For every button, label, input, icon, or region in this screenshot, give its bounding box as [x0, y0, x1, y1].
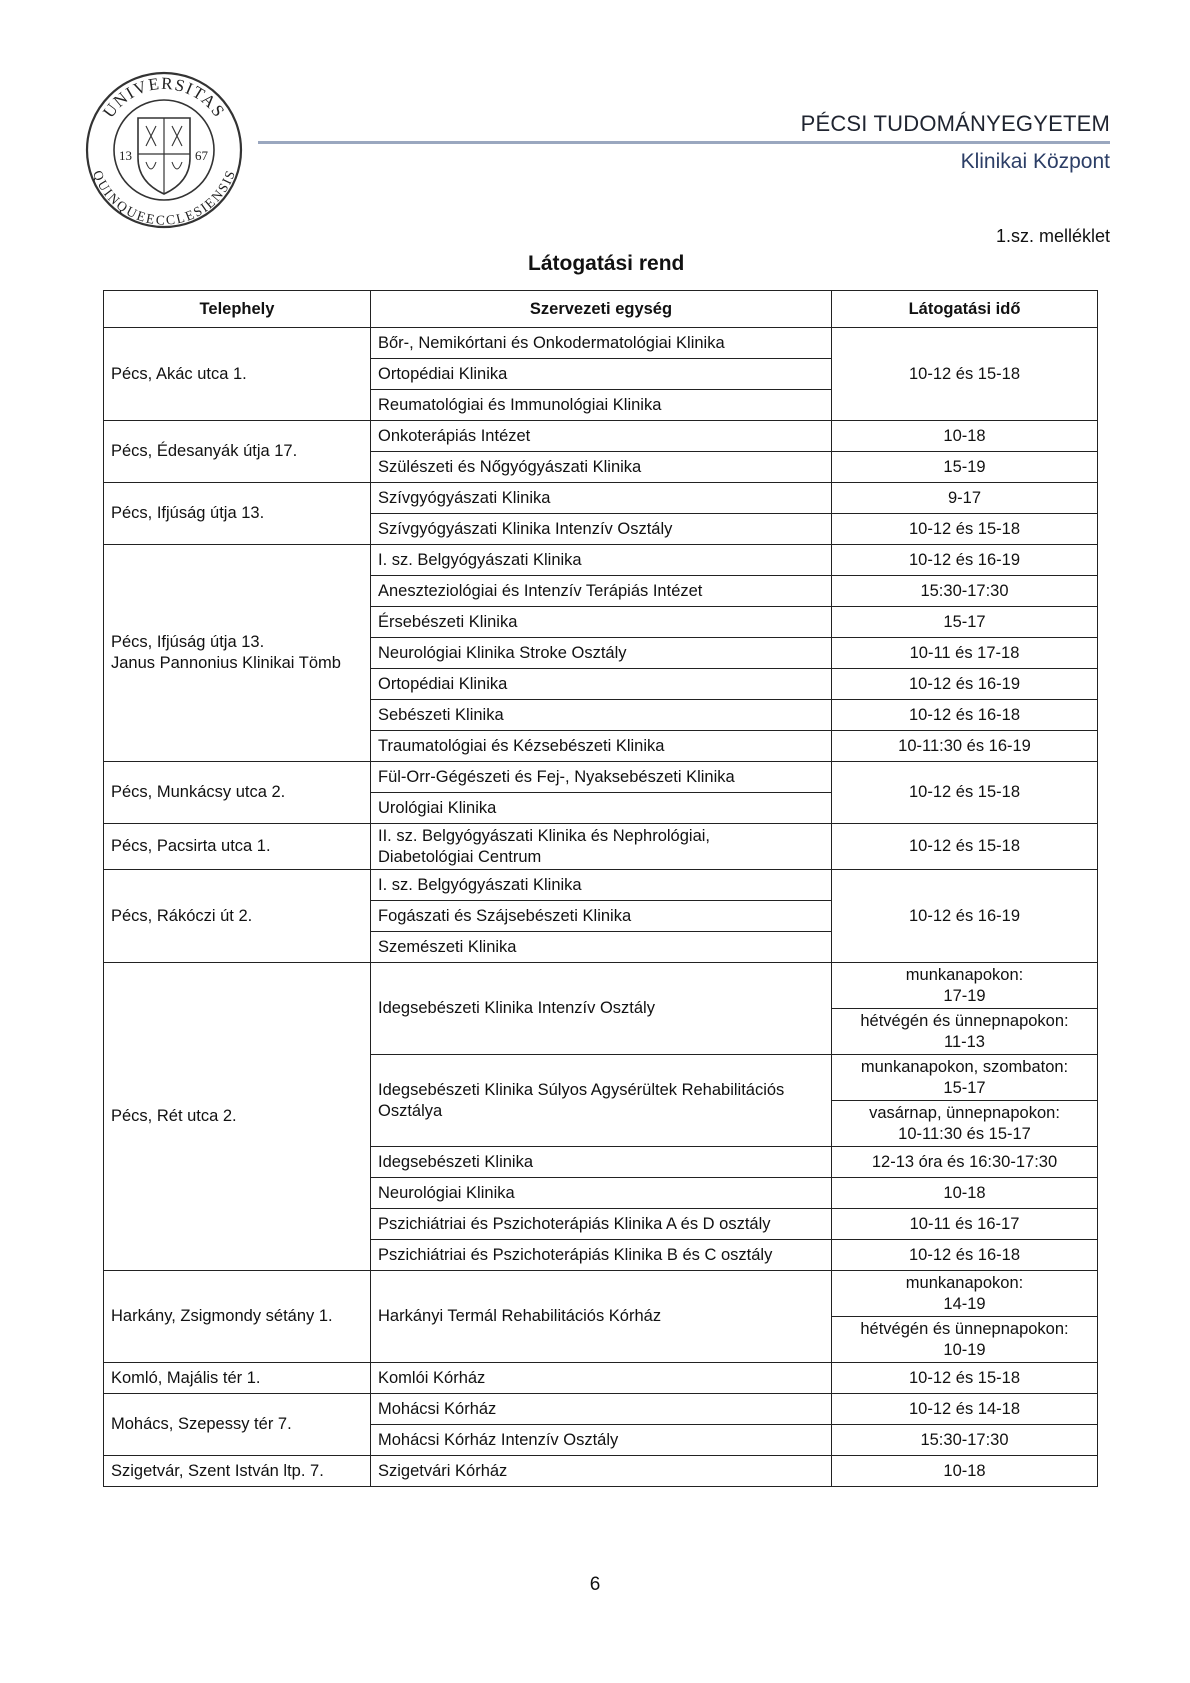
- time-line: vasárnap, ünnepnapokon:: [869, 1103, 1060, 1122]
- university-name: PÉCSI TUDOMÁNYEGYETEM: [800, 111, 1110, 136]
- table-row: [104, 870, 1098, 901]
- location-cell: Pécs, Ifjúság útja 13.: [104, 483, 371, 545]
- time-cell: 10-12 és 15-18: [832, 824, 1098, 870]
- table-row: [104, 545, 1098, 576]
- unit-cell: Neurológiai Klinika Stroke Osztály: [371, 638, 832, 669]
- column-header-time: Látogatási idő: [832, 291, 1098, 328]
- svg-text:13: 13: [119, 148, 132, 163]
- table-row: [104, 421, 1098, 452]
- unit-cell: Szülészeti és Nőgyógyászati Klinika: [371, 452, 832, 483]
- unit-cell: I. sz. Belgyógyászati Klinika: [371, 545, 832, 576]
- unit-cell: Harkányi Termál Rehabilitációs Kórház: [371, 1271, 832, 1363]
- time-cell: 12-13 óra és 16:30-17:30: [832, 1147, 1098, 1178]
- unit-cell: Idegsebészeti Klinika: [371, 1147, 832, 1178]
- unit-cell: Szívgyógyászati Klinika Intenzív Osztály: [371, 514, 832, 545]
- unit-cell: Idegsebészeti Klinika Intenzív Osztály: [371, 963, 832, 1055]
- unit-cell: Mohácsi Kórház Intenzív Osztály: [371, 1425, 832, 1456]
- unit-cell: Mohácsi Kórház: [371, 1394, 832, 1425]
- time-cell: 10-18: [832, 1456, 1098, 1487]
- unit-cell: Traumatológiai és Kézsebészeti Klinika: [371, 731, 832, 762]
- unit-cell: Komlói Kórház: [371, 1363, 832, 1394]
- location-cell: [104, 545, 371, 762]
- unit-cell: Pszichiátriai és Pszichoterápiás Klinika A és D osztály: [371, 1209, 832, 1240]
- time-cell: 10-12 és 16-19: [832, 669, 1098, 700]
- page-number: 6: [589, 1574, 601, 1595]
- center-name: Klinikai Központ: [960, 150, 1110, 173]
- time-cell: 9-17: [832, 483, 1098, 514]
- unit-cell: Reumatológiai és Immunológiai Klinika: [371, 390, 832, 421]
- location-cell: Pécs, Rákóczi út 2.: [104, 870, 371, 963]
- time-cell: [832, 1009, 1098, 1055]
- time-line: munkanapokon, szombaton:: [860, 1057, 1069, 1076]
- time-cell: 10-12 és 14-18: [832, 1394, 1098, 1425]
- unit-cell: Aneszteziológiai és Intenzív Terápiás Intézet: [371, 576, 832, 607]
- time-line: 10-11:30 és 15-17: [898, 1124, 1031, 1143]
- column-header-unit: Szervezeti egység: [371, 291, 832, 328]
- time-cell: 10-11:30 és 16-19: [832, 731, 1098, 762]
- time-cell: 15:30-17:30: [832, 1425, 1098, 1456]
- page-title: Látogatási rend: [528, 252, 685, 275]
- unit-cell: Ortopédiai Klinika: [371, 359, 832, 390]
- time-cell: [832, 1055, 1098, 1101]
- unit-cell: Neurológiai Klinika: [371, 1178, 832, 1209]
- time-cell: 15-17: [832, 607, 1098, 638]
- unit-cell: Onkoterápiás Intézet: [371, 421, 832, 452]
- table-row: [104, 1363, 1098, 1394]
- unit-cell: [371, 824, 832, 870]
- time-cell: 10-11 és 16-17: [832, 1209, 1098, 1240]
- time-cell: 10-12 és 15-18: [832, 1363, 1098, 1394]
- time-line: 15-17: [943, 1078, 986, 1097]
- time-cell: 10-11 és 17-18: [832, 638, 1098, 669]
- time-line: munkanapokon:: [905, 965, 1024, 984]
- header-divider: [258, 141, 1110, 144]
- unit-line: Osztálya: [378, 1101, 443, 1120]
- time-cell: [832, 1271, 1098, 1317]
- svg-text:UNIVERSITAS: UNIVERSITAS: [99, 73, 230, 122]
- table-row: [104, 483, 1098, 514]
- unit-cell: Urológiai Klinika: [371, 793, 832, 824]
- table-row: [104, 762, 1098, 793]
- location-line: Janus Pannonius Klinikai Tömb: [111, 654, 341, 672]
- time-cell: 10-12 és 16-18: [832, 700, 1098, 731]
- unit-cell: Szemészeti Klinika: [371, 932, 832, 963]
- time-cell: 10-12 és 15-18: [832, 514, 1098, 545]
- unit-cell: Sebészeti Klinika: [371, 700, 832, 731]
- table-row: [104, 1394, 1098, 1425]
- unit-cell: Ortopédiai Klinika: [371, 669, 832, 700]
- svg-text:67: 67: [195, 148, 208, 163]
- time-cell: 15-19: [832, 452, 1098, 483]
- svg-text:QUINQUEECCLESIENSIS: QUINQUEECCLESIENSIS: [89, 168, 239, 228]
- visiting-hours-table: [103, 290, 1098, 1487]
- table-row: [104, 1271, 1098, 1317]
- university-seal-logo: [84, 70, 244, 230]
- table-row: [104, 824, 1098, 870]
- location-cell: Pécs, Munkácsy utca 2.: [104, 762, 371, 824]
- unit-cell: Bőr-, Nemikórtani és Onkodermatológiai Klinika: [371, 328, 832, 359]
- table-row: [104, 328, 1098, 359]
- unit-cell: Érsebészeti Klinika: [371, 607, 832, 638]
- location-cell: Komló, Majális tér 1.: [104, 1363, 371, 1394]
- location-cell: Pécs, Édesanyák útja 17.: [104, 421, 371, 483]
- time-cell: 10-12 és 16-18: [832, 1240, 1098, 1271]
- location-cell: Mohács, Szepessy tér 7.: [104, 1394, 371, 1456]
- time-line: munkanapokon:: [905, 1273, 1024, 1292]
- time-line: 11-13: [944, 1032, 985, 1051]
- table-row: [104, 1456, 1098, 1487]
- unit-line: II. sz. Belgyógyászati Klinika és Nephrológiai,: [378, 826, 710, 845]
- time-cell: 10-12 és 15-18: [832, 762, 1098, 824]
- time-line: 17-19: [943, 986, 986, 1005]
- time-cell: 10-12 és 16-19: [832, 545, 1098, 576]
- time-line: 10-19: [943, 1340, 986, 1359]
- location-cell: Pécs, Rét utca 2.: [104, 963, 371, 1271]
- location-cell: Pécs, Akác utca 1.: [104, 328, 371, 421]
- time-cell: [832, 1101, 1098, 1147]
- unit-cell: Szívgyógyászati Klinika: [371, 483, 832, 514]
- unit-cell: I. sz. Belgyógyászati Klinika: [371, 870, 832, 901]
- time-cell: 10-18: [832, 421, 1098, 452]
- unit-line: Idegsebészeti Klinika Súlyos Agysérültek Rehabilitációs: [378, 1080, 785, 1099]
- location-cell: Harkány, Zsigmondy sétány 1.: [104, 1271, 371, 1363]
- time-cell: [832, 963, 1098, 1009]
- unit-line: Diabetológiai Centrum: [378, 847, 542, 866]
- time-cell: 10-18: [832, 1178, 1098, 1209]
- time-cell: 10-12 és 15-18: [832, 328, 1098, 421]
- time-cell: 15:30-17:30: [832, 576, 1098, 607]
- column-header-location: Telephely: [104, 291, 371, 328]
- unit-cell: Szigetvári Kórház: [371, 1456, 832, 1487]
- unit-cell: [371, 1055, 832, 1147]
- table-header-row: [104, 291, 1098, 328]
- location-line: Pécs, Ifjúság útja 13.: [111, 633, 265, 651]
- annex-label: 1.sz. melléklet: [995, 226, 1110, 246]
- location-cell: Szigetvár, Szent István ltp. 7.: [104, 1456, 371, 1487]
- time-line: hétvégén és ünnepnapokon:: [860, 1011, 1069, 1030]
- time-cell: [832, 1317, 1098, 1363]
- location-cell: Pécs, Pacsirta utca 1.: [104, 824, 371, 870]
- unit-cell: Fogászati és Szájsebészeti Klinika: [371, 901, 832, 932]
- time-line: 14-19: [943, 1294, 986, 1313]
- unit-cell: Fül-Orr-Gégészeti és Fej-, Nyaksebészeti Klinika: [371, 762, 832, 793]
- time-line: hétvégén és ünnepnapokon:: [860, 1319, 1069, 1338]
- unit-cell: Pszichiátriai és Pszichoterápiás Klinika B és C osztály: [371, 1240, 832, 1271]
- table-row: [104, 963, 1098, 1009]
- time-cell: 10-12 és 16-19: [832, 870, 1098, 963]
